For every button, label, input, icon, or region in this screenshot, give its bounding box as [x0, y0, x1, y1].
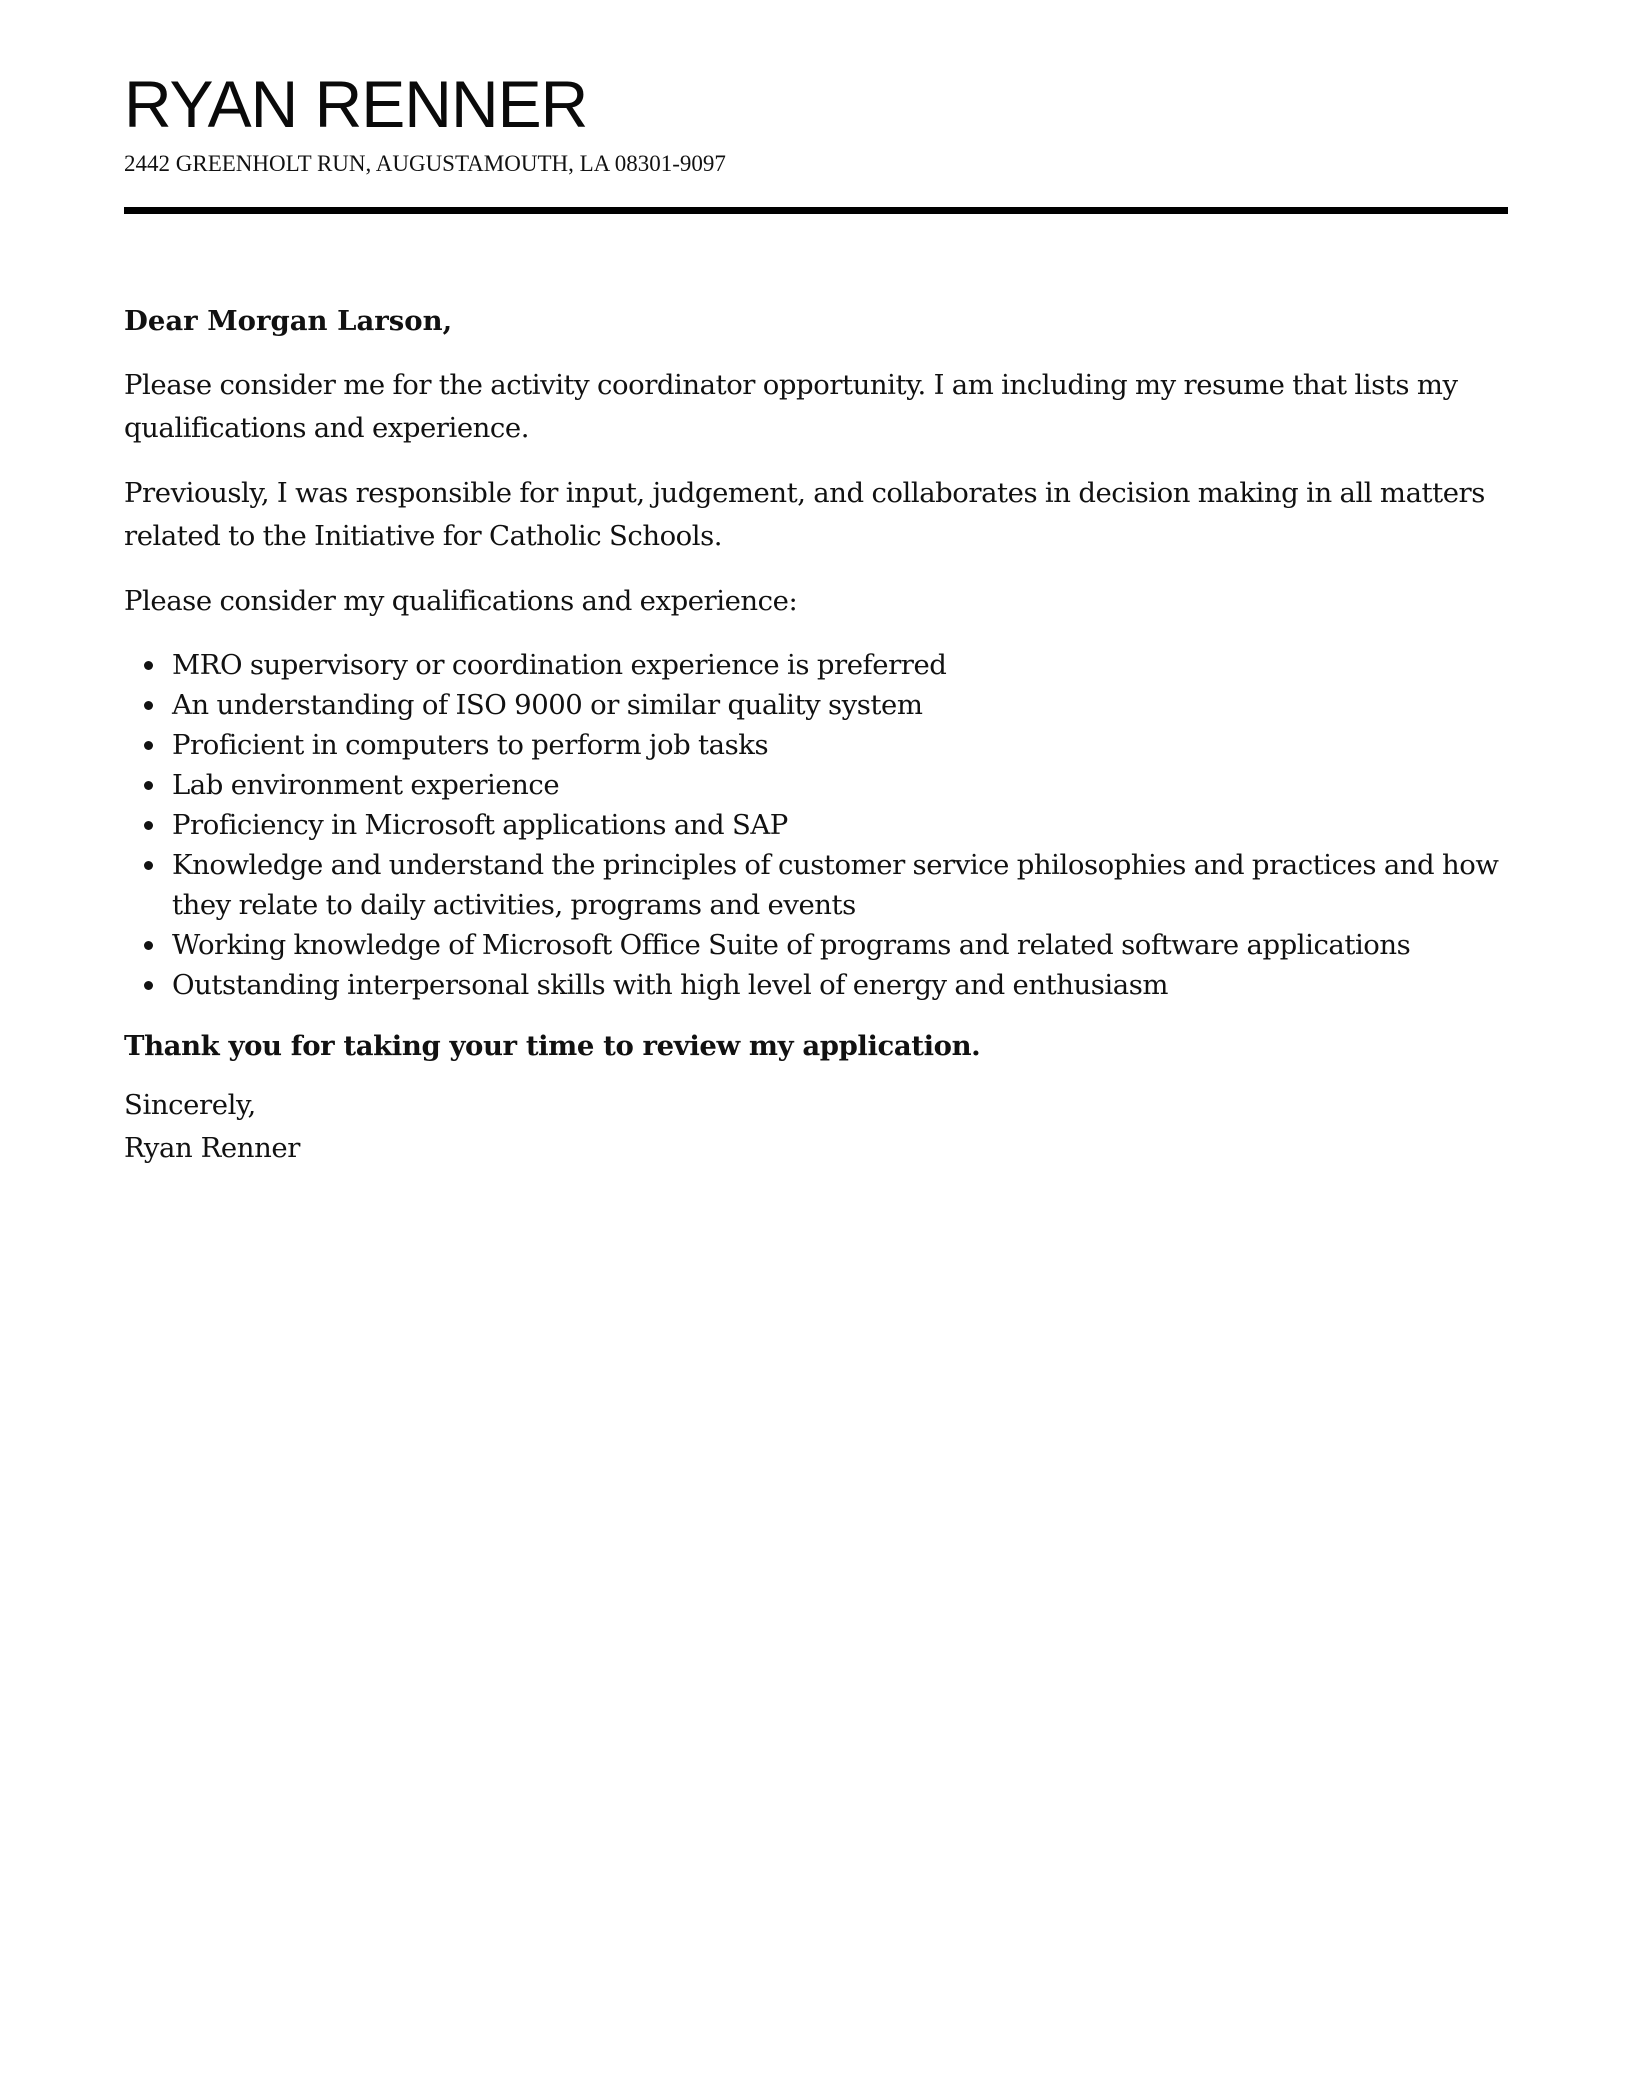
thank-you-line: Thank you for taking your time to review my application. [124, 1030, 981, 1062]
intro-paragraph: Please consider me for the activity coordinator opportunity. I am including my resume that lists my qualifications and experience. [124, 369, 1458, 444]
list-item [172, 925, 1508, 965]
list-item-text: Knowledge and understand the principles of customer service philosophies and practices and how they relate to daily activities, programs and events [172, 849, 1499, 921]
list-item [172, 725, 1508, 765]
signature-name: Ryan Renner [124, 1132, 301, 1164]
list-item [172, 765, 1508, 805]
list-item-text: MRO supervisory or coordination experience is preferred [172, 649, 947, 681]
list-item-text: Proficient in computers to perform job tasks [172, 729, 769, 761]
list-item [172, 845, 1508, 925]
salutation: Dear Morgan Larson, [124, 305, 453, 337]
bullet-icon [144, 781, 153, 790]
bullet-icon [144, 821, 153, 830]
list-item [172, 805, 1508, 845]
list-item [172, 965, 1508, 1005]
qualifications-intro: Please consider my qualifications and experience: [124, 585, 798, 617]
list-item-text: Working knowledge of Microsoft Office Suite of programs and related software applications [172, 929, 1411, 961]
bullet-icon [144, 861, 153, 870]
experience-paragraph: Previously, I was responsible for input, judgement, and collaborates in decision making in all matters related to the Initiative for Catholic Schools. [124, 477, 1485, 552]
qualifications-list [124, 645, 1508, 1005]
list-item [172, 645, 1508, 685]
list-item-text: Proficiency in Microsoft applications and SAP [172, 809, 788, 841]
closing-phrase: Sincerely, [124, 1089, 256, 1121]
list-item-text: An understanding of ISO 9000 or similar quality system [172, 689, 923, 721]
letter-body [124, 300, 1508, 1170]
bullet-icon [144, 981, 153, 990]
bullet-icon [144, 741, 153, 750]
header-divider [124, 207, 1508, 214]
applicant-address: 2442 GREENHOLT RUN, AUGUSTAMOUTH, LA 08301-9097 [124, 151, 726, 176]
bullet-icon [144, 661, 153, 670]
closing-block [124, 1084, 1508, 1170]
applicant-name: RYAN RENNER [124, 67, 588, 141]
list-item-text: Outstanding interpersonal skills with high level of energy and enthusiasm [172, 969, 1168, 1001]
list-item [172, 685, 1508, 725]
list-item-text: Lab environment experience [172, 769, 560, 801]
bullet-icon [144, 701, 153, 710]
bullet-icon [144, 941, 153, 950]
